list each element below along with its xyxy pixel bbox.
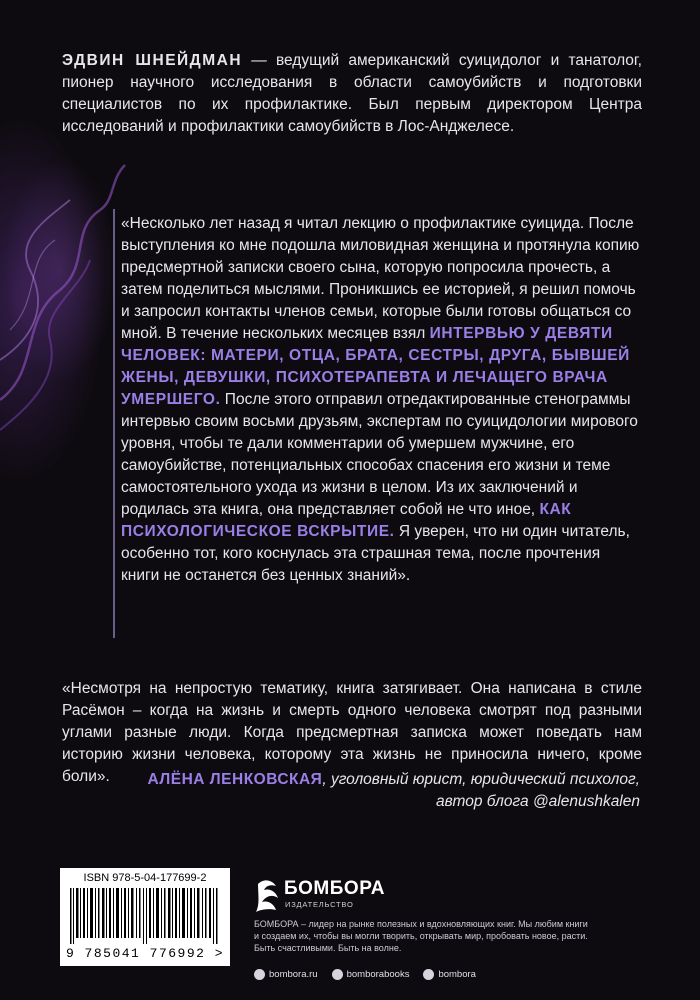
quote-highlight-2: КАК ПСИХОЛОГИЧЕСКОЕ ВСКРЫТИЕ. bbox=[121, 501, 572, 540]
quote-part-1: «Несколько лет назад я читал лекцию о профилактике суицида. После выступления ко мне подошла миловидная женщина и протянула копию предсмертной записки своего сына, которую попросила прочесть, а затем поделиться мыслями. Проникшись ее историей, я решил помочь и запросил контакты членов семьи, которые были готовы общаться со мной. В течение нескольких месяцев взял bbox=[121, 215, 640, 342]
review-author-role: , уголовный юрист, юридический психолог, bbox=[322, 771, 640, 788]
quote-part-3: Я уверен, что ни один читатель, особенно тот, кого коснулась эта страшная тема, после прочтения книги не останется без ценных знаний». bbox=[121, 523, 630, 584]
author-bio-name: ЭДВИН ШНЕЙДМАН bbox=[62, 52, 243, 69]
barcode-digits: 9 785041 776992 > bbox=[65, 946, 225, 961]
author-bio bbox=[62, 50, 642, 138]
author-quote-block bbox=[113, 209, 656, 638]
author-quote bbox=[121, 213, 641, 587]
review-quote: «Несмотря на непростую тематику, книга затягивает. Она написана в стиле Расёмон – когда на жизнь и смерть одного человека смотрят под разными углами разные люди. Когда предсмертная записка может поведать нам историю жизни человека, которому эта жизнь не приносила ничего, кроме боли». bbox=[62, 680, 642, 785]
publisher-subtitle: ИЗДАТЕЛЬСТВО bbox=[285, 900, 354, 909]
publisher-name: БОМБОРА bbox=[284, 878, 385, 899]
youtube-telegram-icon bbox=[423, 969, 434, 980]
review-author-name: АЛЁНА ЛЕНКОВСКАЯ bbox=[147, 771, 323, 788]
social-label: bombora bbox=[438, 968, 476, 980]
author-bio-text: — ведущий американский суицидолог и танатолог, пионер научного исследования в области самоубийств и подготовки специалистов по их профилактике. Был первым директором Центра исследований и профилактики самоубийств в Лос-Анджелесе. bbox=[62, 52, 642, 135]
social-link-web[interactable] bbox=[254, 969, 318, 980]
barcode-icon bbox=[68, 888, 222, 944]
review-author-blog: автор блога @alenushkalen bbox=[435, 793, 640, 810]
isbn-number: ISBN 978-5-04-177699-2 bbox=[83, 872, 207, 884]
bombora-wave-icon bbox=[254, 876, 282, 914]
publisher-logo bbox=[254, 876, 394, 916]
social-label: bomborabooks bbox=[346, 968, 410, 980]
isbn-barcode bbox=[60, 868, 230, 966]
quote-highlight-1: ИНТЕРВЬЮ У ДЕВЯТИ ЧЕЛОВЕК: МАТЕРИ, ОТЦА, БРАТА, СЕСТРЫ, ДРУГА, БЫВШЕЙ ЖЕНЫ, ДЕВУШКИ, ПСИХОТЕРАПЕВТА И ЛЕЧАЩЕГО ВРАЧА УМЕРШЕГО. bbox=[121, 325, 630, 408]
publisher-description: БОМБОРА – лидер на рынке полезных и вдохновляющих книг. Мы любим книги и создаем их, чтобы вы могли творить, открывать мир, пробовать новое, расти. Быть счастливыми. Быть на волне. bbox=[254, 919, 588, 953]
social-label: bombora.ru bbox=[269, 968, 318, 980]
vk-icon bbox=[332, 969, 343, 980]
social-link-vk[interactable] bbox=[332, 969, 410, 980]
social-link-video[interactable] bbox=[423, 969, 476, 980]
web-icon bbox=[254, 969, 265, 980]
publisher-socials bbox=[254, 967, 594, 981]
review-author bbox=[120, 769, 640, 813]
quote-part-2: После этого отправил отредактированные стенограммы интервью своим восьми друзьям, экспертам по суицидологии мирового уровня, чтобы те дали комментарии об умершем мужчине, его самоубийстве, потенциальных способах спасения его жизни и теме самостоятельного ухода из жизни в целом. Из их заключений и родилась эта книга, она представляет собой не что иное, bbox=[121, 391, 638, 518]
